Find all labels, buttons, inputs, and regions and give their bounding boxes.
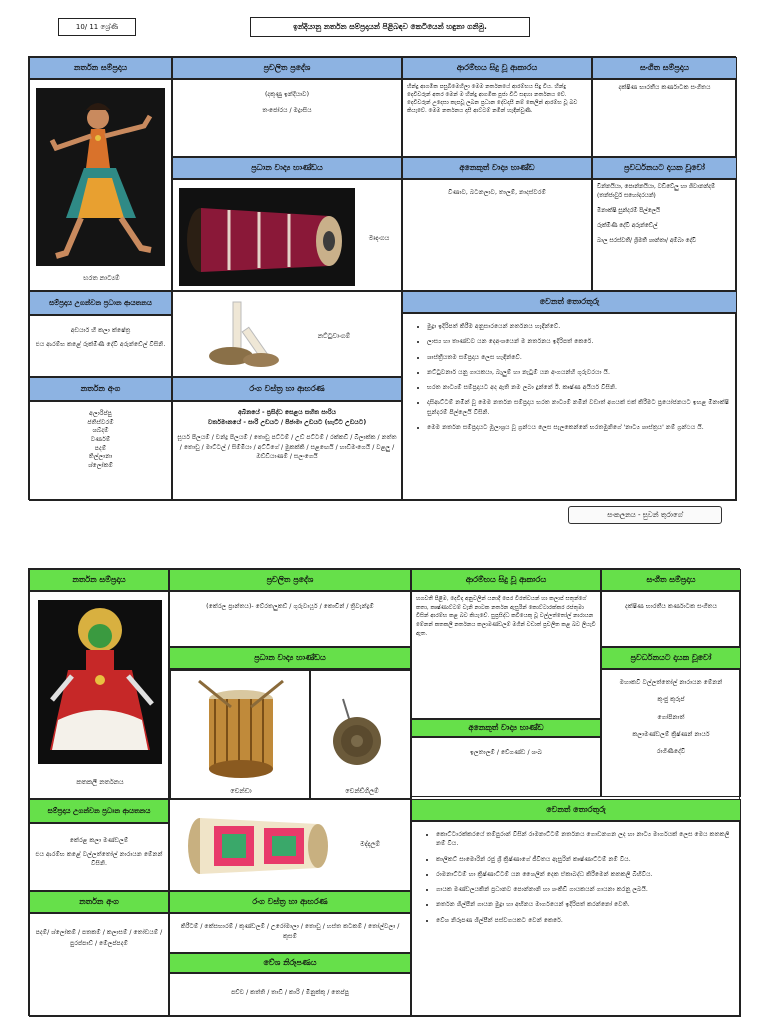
s1-info-item: • භරත නාට්‍යම් සම්ප්‍රදායට අද ඇති නම ලබා දුන්නේ ඊ. කෘෂ්ණ අයියර් විසිනි.: [427, 383, 730, 392]
s1-costume-header: රංග වස්ත්‍ර හා ආභරණ: [172, 377, 402, 401]
s1-anga-item: පදම්: [94, 444, 107, 452]
s1-promoter: රුක්මිණී දේවි අරුන්ඩේල්: [597, 222, 658, 229]
kathakali-image: [38, 600, 162, 764]
maddalam-image: [184, 806, 334, 886]
section-1-table: [28, 56, 736, 500]
s1-dance-cell: [29, 79, 172, 291]
s2-instr-header: ප්‍රධාන වාද්‍ය භාණ්ඩය: [169, 647, 411, 669]
s1-other-info-header: වෙනත් තොරතුරු: [402, 291, 737, 313]
s2-other-info-list: [420, 830, 734, 925]
s1-institution-sub: එය ආරම්භ කළේ රුක්මිණී දේවි අරුන්ඩේල් විසිනි.: [35, 340, 166, 348]
s1-instr-cell: [172, 179, 402, 291]
s1-instr-label: මෘදංගය: [368, 234, 390, 242]
s1-anga-item: ශබ්දම්: [92, 427, 109, 435]
author-scroll: සංකලනය - සුවන් තුරාගේ: [568, 506, 722, 524]
s2-info-item: • ගායක මණ්ඩලයකින් ප්‍රධානව පොන්නානි හා ශංකිඩි ගායකයන් ගායනා කරනු ලබයි.: [436, 885, 734, 894]
s1-dance-name: භරත නාට්‍යම්: [83, 274, 120, 282]
s2-other-instr-header: අනෙකුත් වාද්‍ය භාණ්ඩ: [411, 719, 601, 737]
s1-promoters-cell: [592, 179, 737, 291]
section-2-table: [28, 568, 740, 1016]
s1-header-music: සංගීත සම්ප්‍රදාය: [592, 57, 737, 79]
s2-maddalam-cell: [169, 799, 411, 891]
s2-header-dance: නර්තන සම්ප්‍රදාය: [29, 569, 169, 591]
s2-institution-cell: [29, 823, 169, 891]
page-title: ඉන්දියානු නර්තන සම්ප්‍රදායන් පිළිබඳව කෙටියෙන් හඳුනා ගනිමු.: [250, 17, 530, 37]
s1-region-sub: තංජෝරය / මද්‍රාසිය: [262, 106, 312, 114]
s2-chengila-label: චෙන්ඩ්ගිලම්: [345, 787, 379, 795]
s1-anga-item: තිල්ලානා: [88, 453, 113, 461]
s1-other-instr-header: අනෙකුත් වාද්‍ය භාණ්ඩ: [402, 157, 592, 179]
s1-anga-cell: [29, 401, 172, 501]
s1-promoter: චින්නයියා, පොන්නයියා, වඩිවේලු හා ශිවානන්දම් (තන්ජාවුර් සහෝදරයන්): [597, 184, 716, 199]
s1-instr-header: ප්‍රධාන වාද්‍ය භාණ්ඩය: [172, 157, 402, 179]
s1-institution-cell: [29, 315, 172, 377]
s2-dance-cell: [29, 591, 169, 799]
s2-other-info-header: වෙනත් තොරතුරු: [411, 799, 741, 821]
s2-makeup-cell: පච්ච / කත්ති / තාඩි / කාරි / මිනුක්කු / තෙප්පු: [169, 973, 411, 1017]
s2-info-item: • කොට්ටාරක්කරයේ තම්පුරාන් විසින් රාමනාට්ටම් නර්තනය ගොඩනගන ලද හා නාට්‍ය මාර්ගයක් ලෙස මෙය කතකලී නම් විය.: [436, 830, 734, 849]
s2-promoter: කුංජු කුරුප්: [657, 696, 685, 704]
s1-info-item: • මෙම නර්තන සම්ප්‍රදායට මූලාශ්‍රය වූ ග්‍රන්ථය ලෙස සැලකෙන්නේ භරතමුනිගේ 'නාට්‍ය ශාස්ත්‍රය' නම් ග්‍රන්ථය යි.: [427, 423, 730, 432]
s1-anga-item: වර්ණම්: [90, 436, 111, 444]
s1-costume-cell: [172, 401, 402, 501]
s2-instr-cell: [169, 669, 411, 799]
mridangam-image: [179, 188, 355, 286]
s1-region: (දකුණු ඉන්දියාව): [264, 91, 310, 98]
s1-promoter: මීනාක්ෂි සුන්දරම් පිල්ලෙයි: [597, 207, 661, 214]
s2-info-item: • වේශ නිරූපණ ශිල්පීන් පස්වගයකට වෙන් කෙරේ.: [436, 916, 734, 925]
s2-header-region: ප්‍රචලිත ප්‍රදේශ: [169, 569, 411, 591]
s1-promoters-header: ප්‍රවර්ධනයට දායක වූවෝ: [592, 157, 737, 179]
s1-anga-item: ශ්ලෝකම්: [88, 462, 113, 470]
s1-institution-header: සම්ප්‍රදාය උගන්වන ප්‍රධාන ආයතනය: [29, 291, 172, 315]
s1-region-cell: [172, 79, 402, 157]
s2-promoter: ගෝපිනාත්: [657, 713, 685, 721]
s2-header-music: සංගීත සම්ප්‍රදාය: [601, 569, 741, 591]
s2-promoter: මහාකවි වල්ලත්තෝල් නාරායන මේනන්: [619, 679, 723, 686]
cymbals-image: [203, 296, 293, 374]
s1-info-item: • ශාස්ත්‍රීයතම සම්ප්‍රදාය ලෙස හැඳින්වේ.: [427, 353, 730, 362]
s2-anga-header: නර්තන අංග: [29, 891, 169, 913]
s1-costume-line: අබිනයේ - ප්‍රසිද්ධ සෙළය සහිත සාරිය: [237, 409, 337, 416]
s2-chenda-label: චෙන්ඩා: [230, 787, 252, 795]
s2-other-instr-cell: ඉලතාලම් / චේගණ්ඩ / ශංඛ: [411, 737, 601, 797]
s2-gong-box: [310, 670, 412, 800]
s1-institution: අඩයාර් හී කලා ක්ෂේත්‍ර: [70, 327, 131, 334]
s2-region-cell: (කේරල ප්‍රාන්තය)- වේරතලුකඩ් / ගුරුවායූර් / කොචින් / ත්‍රිවැන්ද්‍රම්: [169, 591, 411, 647]
s2-costume-cell: කිරීටම් / කේසභාරම් / කුණ්ඩලම් / උරෝමාලා / තොඩු / හස්ත කටකම් / තෝල්වලා / කුසම්: [169, 913, 411, 953]
s2-promoters-cell: [601, 669, 741, 797]
s2-info-item: • රාමනාට්ටම් හා ක්‍රිෂ්ණාට්ටම් යන ශෛලීන් දෙක ඒකාබද්ධ කිරීමෙන් කතකලී බිහිවිය.: [436, 870, 734, 879]
s1-anga-item: ජතිස්වරම්: [87, 418, 114, 426]
s2-header-origin: ආරම්භය සිදු වූ ආකාරය: [411, 569, 601, 591]
s2-info-item: • කාලීකට් සාමොරින් රජු ශ්‍රී ක්‍රිෂ්ණාගේ ජීවිතය ඇසුරින් කෘෂ්ණාට්ටම් නම් විය.: [436, 855, 734, 864]
s2-dance-name: කතකලී නර්තනය: [76, 778, 124, 786]
s1-promoter: බාල සරස්වතී/ ශ්‍රිමතී ශාන්තා/ අම්බා දේවි: [597, 237, 697, 244]
s1-other-info-cell: [402, 313, 737, 501]
s1-costume-line: වර්තමානයේ - සාරි උඩයට / පිජාමා උඩයට (හැට්ට උඩයට): [207, 418, 367, 426]
s1-info-item: • දාසිආට්ටම් නමින් වූ මෙම නර්තන සම්ප්‍රදාය භරත නාට්‍යම් නමින් වඩාත් අගයක් එක් කිරීමට ප්‍රයෝජනයට ඉහළ මීනාක්ෂි සුන්දරම් පිල්ලෙයි විසිනි.: [427, 398, 730, 417]
s1-other-instr-cell: වීණාව, බටනලාව, තාලම්, නාදස්වරම්: [402, 179, 592, 291]
s2-institution: කේරළ කලා මණ්ඩලම්: [69, 837, 129, 844]
s2-promoter: කලාමණ්ඩලම් ක්‍රිෂ්ණන් නායර්: [632, 730, 710, 738]
s2-promoter: රාගිණීදේවි: [656, 748, 686, 756]
s1-info-item: • නට්ටුවනාර් යනු ගායකයා, බැලුම් හා නැටුම් යන අංගයන්හි ගුරුවරයා යි.: [427, 368, 730, 377]
grade-label: 10/ 11 ශ්‍රේණි: [58, 18, 136, 36]
s1-origin-cell: හින්දු ආගමික පසුබිමෙහිලා මෙම නර්තනයේ ආරම්භය සිදු විය. හින්දු දෙවිවරුන් අතර මෙන් ම හින්දු ආගමික පූජා විධි සඳහා නර්තනය වේ. දෙවිවරුන් උදෙසා කැපවූ ලබන ප්‍රධාන දේවදාසී නම් කෙලින් ආරම්භ වූ බව කියැවේ. මෙම නර්තනය දාසී ආට්ටම් නමින් හැඳින්වුණි.: [402, 79, 592, 157]
s1-header-origin: ආරම්භය සිදු වූ ආකාරය: [402, 57, 592, 79]
chengila-image: [323, 695, 393, 775]
s2-music-cell: දක්ෂිණ භාරතීය කර්ණාටක සංගීතය: [601, 591, 741, 647]
s1-music-cell: දක්ෂිණ භාරතීය කර්ණාටක සංගීතය: [592, 79, 737, 157]
s1-header-region: ප්‍රචලිත ප්‍රදේශ: [172, 57, 402, 79]
s2-anga-cell: පදම්/ ශ්ලෝකම් / පතකම් / කලාසම් / තෝඩයම් / පුරප්පාඩ් / මේලප්පදම්: [29, 913, 169, 1017]
s1-other-info-list: [411, 322, 730, 432]
s2-institution-header: සම්ප්‍රදාය උගන්වන ප්‍රධාන ආයතනය: [29, 799, 169, 823]
chenda-image: [191, 677, 291, 781]
s1-cymbals-label: නට්ටුවාංගම්: [317, 332, 351, 340]
s2-costume-header: රංග වස්ත්‍ර හා ආභරණ: [169, 891, 411, 913]
s2-info-item: • නර්තන ශිල්පීන් ගායන මුද්‍රා හා අභිනය මාර්ගයෙන් ඉදිරිපත් කරන්නෝ වෙති.: [436, 900, 734, 909]
s1-costume-line: සූර්ය පිලයම් / චන්ද්‍ර පිලයම් / තොඩු පට්ටම් / උඩ් පට්ටම් / රක්කඩි / බිලාක්ක / නත්ත / තොඩු / මාට්ටල් / සිම්මියා / අට්ටිගේ / මුකක්කි / සළඟෙයි / හාඩිමංගෙයි / වළලු / ඔඩ්ඩියාණම් / සලංගෙයි: [177, 434, 397, 461]
s2-makeup-header: වේශ නිරූපණය: [169, 953, 411, 973]
s2-maddalam-label: මද්දලම්: [359, 840, 381, 848]
s1-anga-header: නර්තන අංග: [29, 377, 172, 401]
s2-institution-sub: එය ආරම්භ කළේ වල්ලත්තෝල් නාරායන මේනන් විසිනි.: [35, 850, 163, 868]
s2-promoters-header: ප්‍රවර්ධනයට දායක වූවෝ: [601, 647, 741, 669]
s1-info-item: • මුද්‍රා ඉදිරිපත් කිරීම අනුසාරයෙන් නර්තනය හැඳින්වේ.: [427, 322, 730, 331]
s1-header-dance: නර්තන සම්ප්‍රදාය: [29, 57, 172, 79]
s2-chenda-box: [170, 670, 310, 800]
s2-other-info-cell: [411, 821, 741, 1017]
bharatanatyam-image: [36, 88, 165, 266]
s1-cymbals-cell: [172, 291, 402, 377]
s2-origin-cell: හගවතී පිළිම, දෙවිදා අනුවලින් යනාදී පෙර වීරත්වයන් හා කලාප් සතුන්ගේ කතා, කෘෂ්ණාට්ටම් වැනි නාටක නර්තන ඇසුරින් කොට්ටාරක්කර රජතුමා විසින් ආරම්භ කළ බව කියැවේ. සුප්‍රසිද්ධ කවියෙකු වූ වල්ලත්තෝල් නාරායන මේනන් කතකලී නර්තනය කලාමණ්ඩලම් මගින් වඩාත් ප්‍රචලිත කළ බව ලියැවී ඇත.: [411, 591, 601, 719]
s1-anga-item: අලාරිප්පු: [89, 410, 112, 417]
s1-info-item: • ලාස්‍ය හා තාණ්ඩව යන දෙඅංශයෙන් ම නර්තනය ඉදිරිපත් කෙරේ.: [427, 337, 730, 346]
